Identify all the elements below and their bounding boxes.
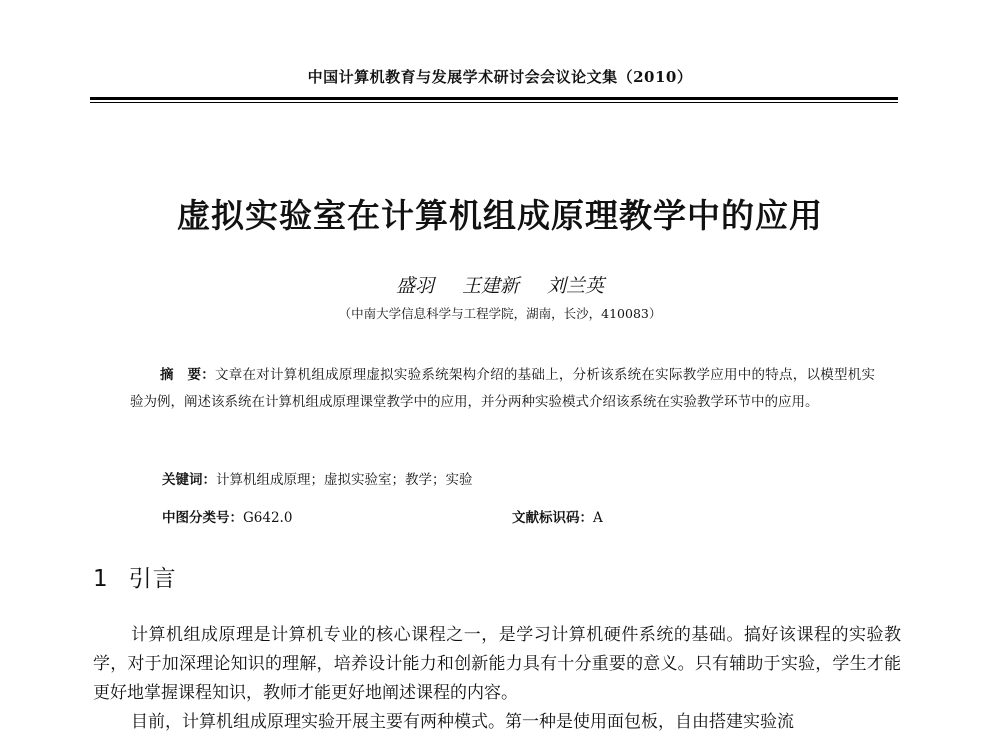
doc-code-label: 文献标识码：: [512, 510, 593, 526]
paper-authors: 盛羽 王建新 刘兰英: [395, 275, 605, 297]
running-header: 中国计算机教育与发展学术研讨会会议论文集（2010）: [307, 68, 693, 86]
abstract-text: 文章在对计算机组成原理虚拟实验系统架构介绍的基础上，分析该系统在实际教学应用中的特点，以模型机实验为例，阐述该系统在计算机组成原理课堂教学中的应用，并分两种实验模式介绍该系统在实验教学环节中的应用。: [130, 367, 876, 410]
body-paragraph: 计算机组成原理是计算机专业的核心课程之一，是学习计算机硬件系统的基础。搞好该课程的实验教学，对于加深理论知识的理解，培养设计能力和创新能力具有十分重要的意义。只有辅助于实验，学生才能更好地掌握课程知识，教师才能更好地阐述课程的内容。: [93, 625, 901, 703]
abstract-label: 摘 要：: [160, 367, 216, 383]
abstract-block: [130, 362, 875, 416]
keywords-label: 关键词：: [162, 472, 216, 488]
clc-line: [162, 506, 292, 526]
section-number: 1: [93, 566, 109, 592]
section-body: [93, 621, 901, 737]
doc-code-value: A: [593, 510, 603, 526]
section-title: 引言: [128, 566, 177, 592]
header-rule-thin: [90, 102, 898, 103]
clc-value: G642.0: [243, 510, 293, 526]
clc-label: 中图分类号：: [162, 510, 243, 526]
paper-title: 虚拟实验室在计算机组成原理教学中的应用: [177, 196, 823, 235]
doc-code-line: [512, 506, 603, 526]
keywords-text: 计算机组成原理；虚拟实验室；教学；实验: [216, 472, 473, 488]
header-rule-thick: [90, 97, 898, 100]
paper-affiliation: （中南大学信息科学与工程学院，湖南，长沙，410083）: [338, 306, 662, 321]
section-heading: [93, 560, 177, 593]
keywords-line: [162, 468, 882, 488]
body-paragraph: 目前，计算机组成原理实验开展主要有两种模式。第一种是使用面包板，自由搭建实验流: [131, 712, 794, 732]
